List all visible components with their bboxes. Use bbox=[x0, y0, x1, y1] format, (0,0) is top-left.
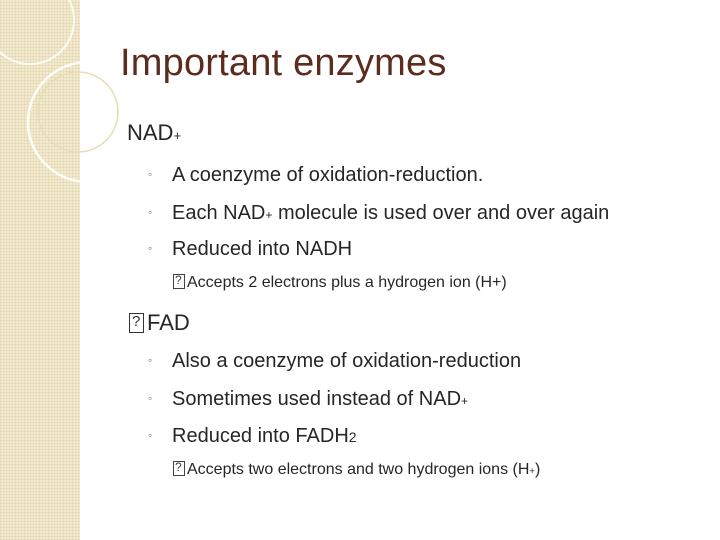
list-item-superscript: + bbox=[265, 208, 273, 222]
missing-glyph-icon bbox=[173, 274, 185, 289]
bullet-icon: ◦ bbox=[148, 391, 153, 405]
list-item bbox=[148, 202, 609, 225]
sub-list-item-superscript: + bbox=[529, 466, 536, 477]
missing-glyph-icon bbox=[129, 313, 144, 333]
sub-list-item bbox=[173, 461, 540, 479]
bullet-icon: ◦ bbox=[148, 167, 153, 181]
list-item-superscript: + bbox=[461, 394, 469, 408]
list-item-text: Reduced into FADH bbox=[172, 425, 349, 447]
sub-list-item-text-end: ) bbox=[535, 461, 541, 478]
sub-list-item-text: Accepts 2 electrons plus a hydrogen ion (H+) bbox=[187, 274, 507, 291]
list-item bbox=[148, 238, 352, 261]
missing-glyph-icon bbox=[173, 461, 185, 476]
slide-title: Important enzymes bbox=[120, 42, 447, 84]
list-item bbox=[148, 164, 483, 187]
list-item-text: Also a coenzyme of oxidation-reduction bbox=[172, 350, 522, 372]
nad-heading-text: NAD bbox=[127, 120, 174, 145]
fad-heading-text: FAD bbox=[147, 310, 190, 335]
list-item bbox=[148, 350, 521, 373]
list-item-text: A coenzyme of oxidation-reduction. bbox=[172, 164, 484, 186]
sub-list-item-text: Accepts two electrons and two hydrogen ions (H bbox=[187, 461, 530, 478]
nad-heading-superscript: + bbox=[173, 128, 182, 143]
bullet-icon: ◦ bbox=[148, 241, 153, 255]
bullet-icon: ◦ bbox=[148, 353, 153, 367]
sub-list-item bbox=[173, 274, 507, 292]
list-item-text: Sometimes used instead of NAD bbox=[172, 388, 462, 410]
section-heading-nad bbox=[127, 120, 181, 146]
list-item-text: Each NAD bbox=[172, 202, 266, 224]
list-item bbox=[148, 388, 468, 411]
list-item-subscript: 2 bbox=[348, 429, 357, 445]
section-heading-fad bbox=[129, 310, 190, 336]
bullet-icon: ◦ bbox=[148, 205, 153, 219]
bullet-icon: ◦ bbox=[148, 428, 153, 442]
list-item-text-continued: molecule is used over and over again bbox=[272, 202, 610, 224]
list-item bbox=[148, 425, 357, 448]
list-item-text: Reduced into NADH bbox=[172, 238, 353, 260]
